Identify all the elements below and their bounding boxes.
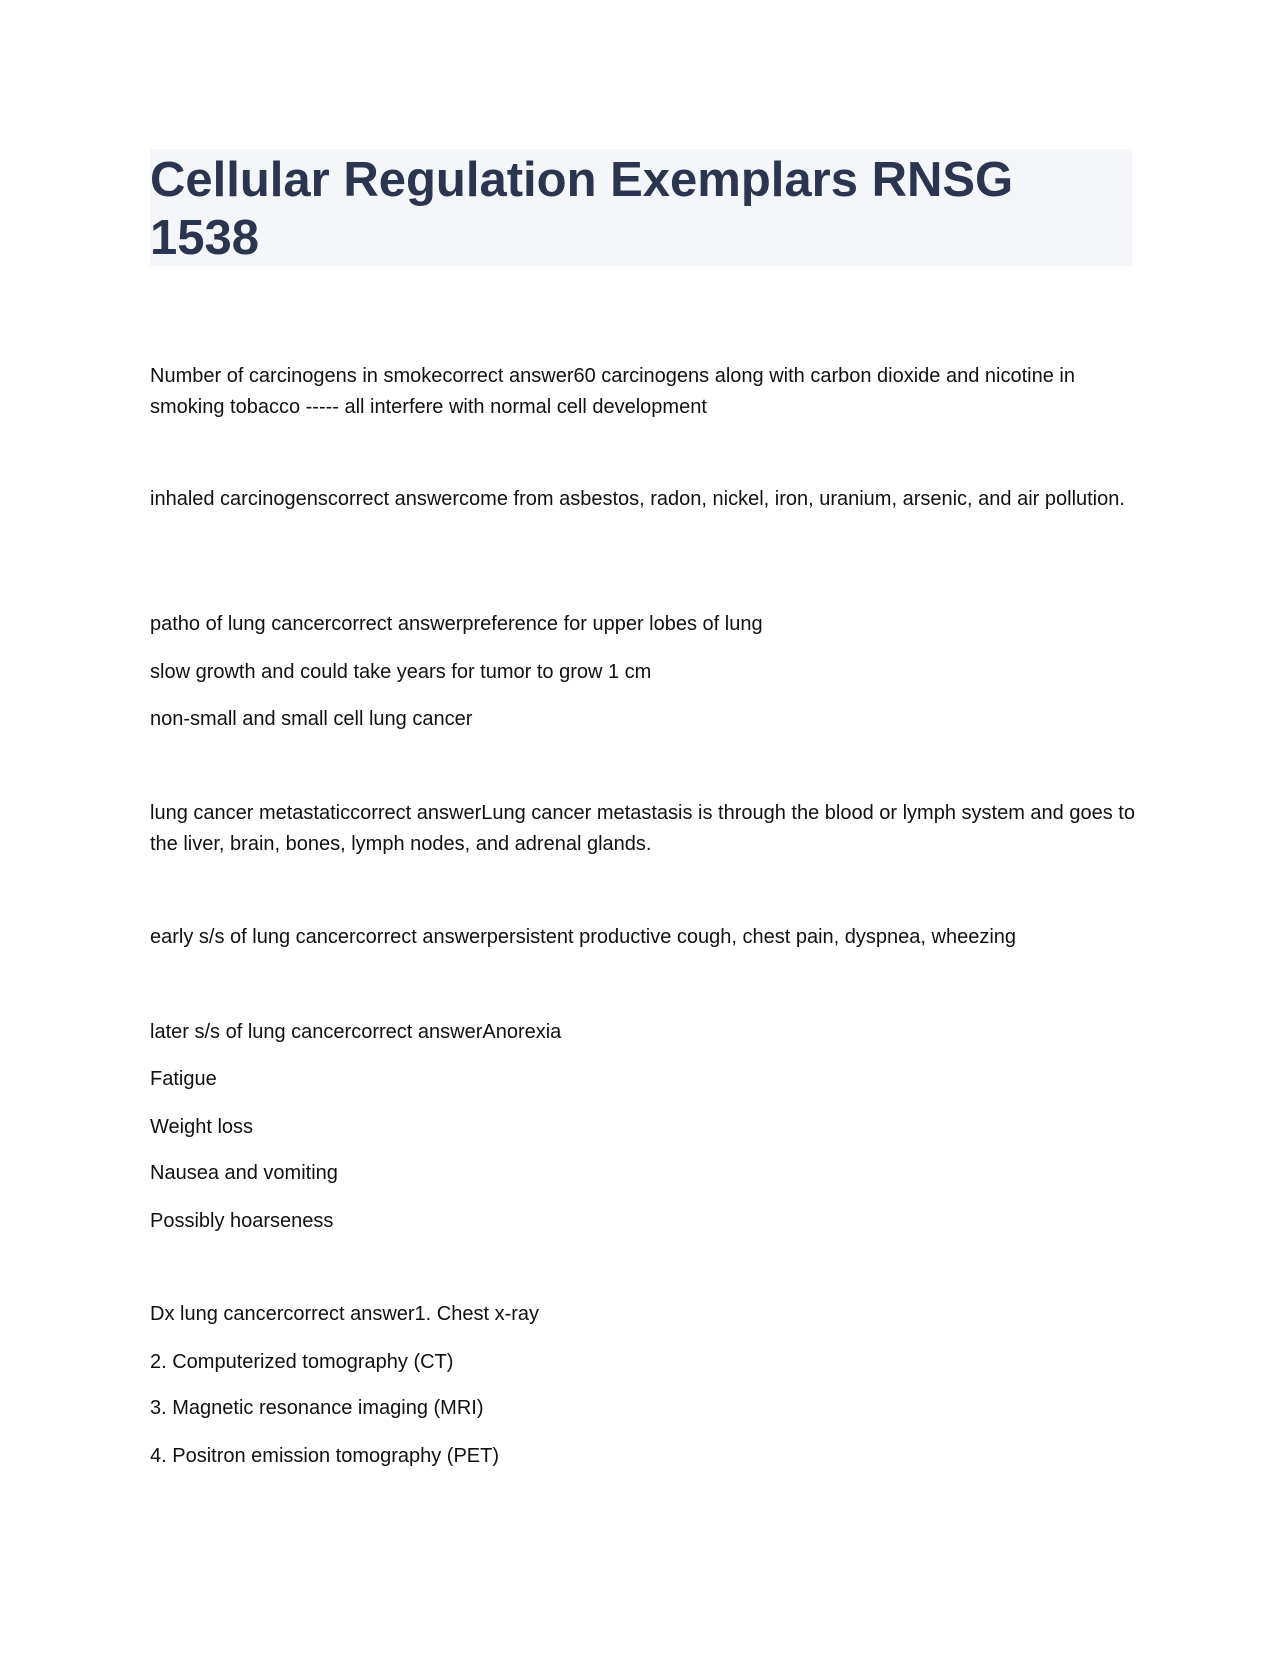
document-title: Cellular Regulation Exemplars RNSG 1538 [150,153,1014,265]
paragraph: early s/s of lung cancercorrect answerpersistent productive cough, chest pain, dyspnea, wheezing [150,926,1017,948]
paragraph: patho of lung cancercorrect answerpreference for upper lobes of lung [150,613,763,635]
paragraph: lung cancer metastaticcorrect answerLung cancer metastasis is through the blood or lymph system and goes to the liver, brain, bones, lymph nodes, and adrenal glands. [150,802,1135,855]
paragraph: Dx lung cancercorrect answer1. Chest x-ray [150,1303,540,1325]
paragraph: Fatigue [150,1068,217,1090]
paragraph: Nausea and vomiting [150,1162,338,1184]
paragraph: slow growth and could take years for tumor to grow 1 cm [150,661,652,683]
paragraph: later s/s of lung cancercorrect answerAnorexia [150,1021,562,1043]
paragraph: Number of carcinogens in smokecorrect answer60 carcinogens along with carbon dioxide and nicotine in smoking tobacco ----- all interfere with normal cell development [150,365,1075,418]
paragraph: Weight loss [150,1116,254,1138]
paragraph: 2. Computerized tomography (CT) [150,1351,454,1373]
paragraph: Possibly hoarseness [150,1210,334,1232]
paragraph: 4. Positron emission tomography (PET) [150,1445,500,1467]
paragraph: non-small and small cell lung cancer [150,708,473,730]
paragraph: 3. Magnetic resonance imaging (MRI) [150,1397,484,1419]
paragraph: inhaled carcinogenscorrect answercome from asbestos, radon, nickel, iron, uranium, arsenic, and air pollution. [150,488,1125,510]
title-block [150,149,1132,266]
